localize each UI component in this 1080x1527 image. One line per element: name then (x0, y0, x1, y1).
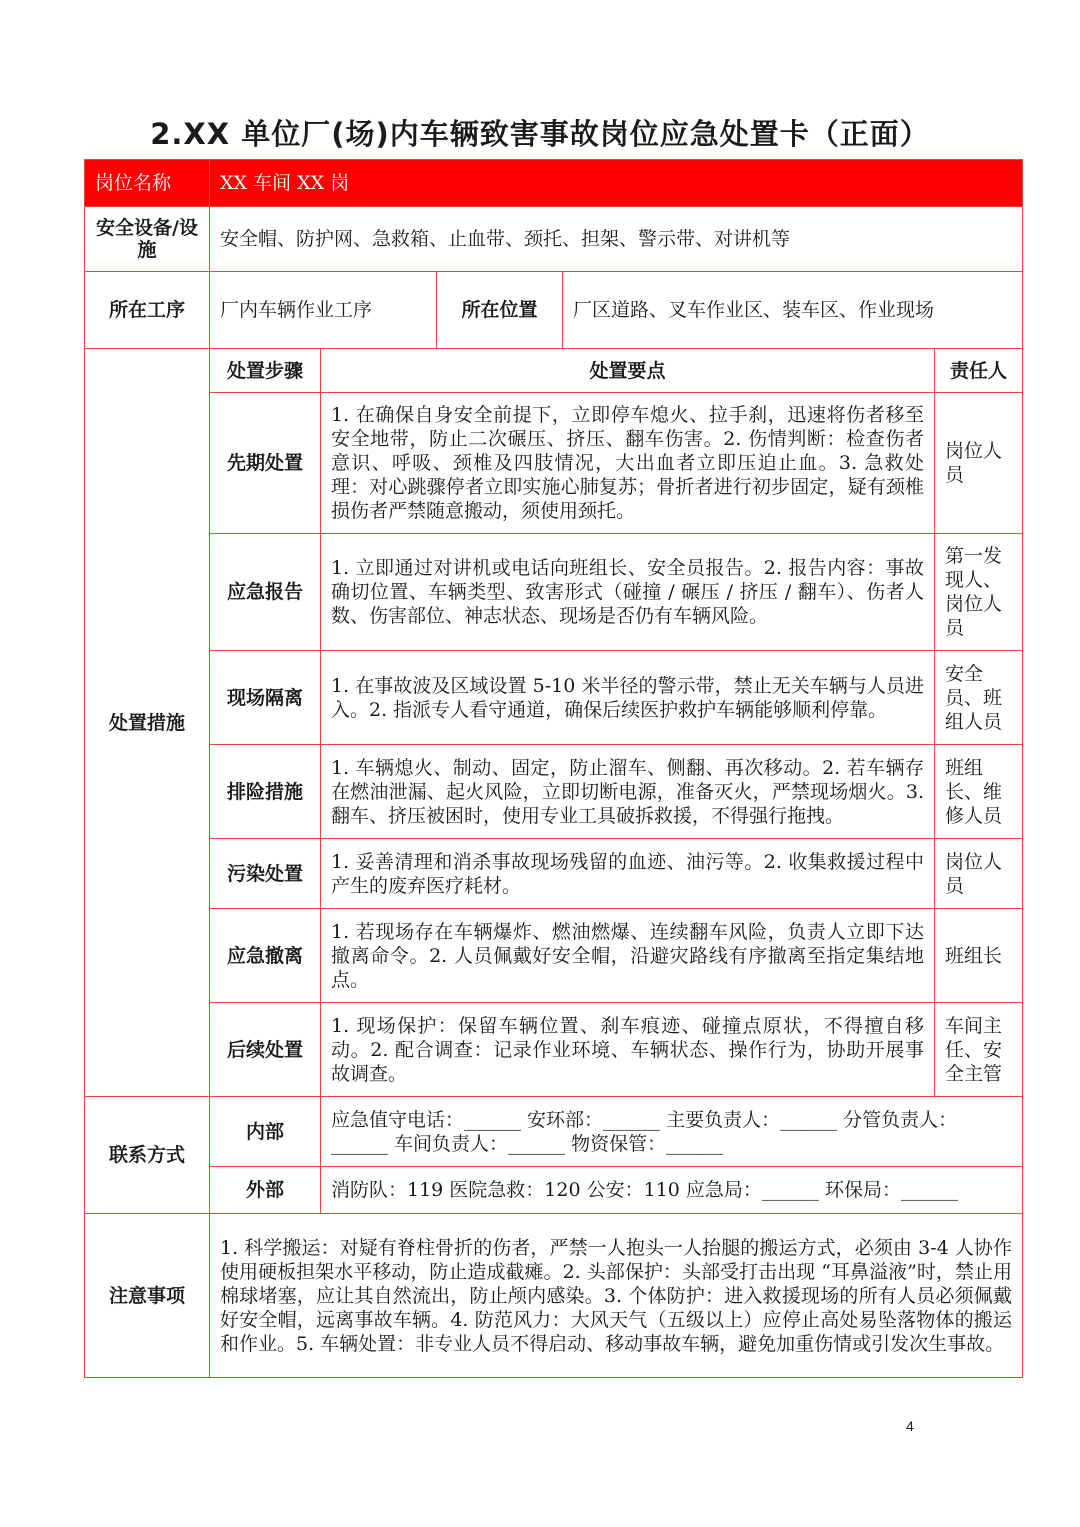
post-label: 岗位名称 (85, 160, 210, 207)
process-label: 所在工序 (85, 272, 210, 349)
step-responsible: 岗位人员 (935, 839, 1023, 909)
equipment-value: 安全帽、防护网、急救箱、止血带、颈托、担架、警示带、对讲机等 (210, 207, 1023, 272)
measures-label: 处置措施 (85, 349, 210, 1097)
step-responsible: 第一发现人、岗位人员 (935, 534, 1023, 651)
external-contacts: 消防队：119 医院急救：120 公安：110 应急局：______ 环保局：______ (321, 1167, 1023, 1214)
notes-row (85, 1214, 1023, 1378)
page-title: 2.XX 单位厂(场)内车辆致害事故岗位应急处置卡（正面） (150, 117, 930, 151)
emergency-card-table (84, 159, 1023, 1378)
internal-label: 内部 (210, 1097, 321, 1167)
location-value: 厂区道路、叉车作业区、装车区、作业现场 (563, 272, 1023, 349)
contact-external-row (85, 1167, 1023, 1214)
step-responsible: 班组长 (935, 909, 1023, 1003)
notes-label: 注意事项 (85, 1214, 210, 1378)
step-content: 1. 在确保自身安全前提下，立即停车熄火、拉手刹，迅速将伤者移至安全地带，防止二次碾压、挤压、翻车伤害。2. 伤情判断：检查伤者意识、呼吸、颈椎及四肢情况，大出血者立即压迫止血。3. 急救处理：对心跳骤停者立即实施心肺复苏；骨折者进行初步固定，疑有颈椎损伤者严禁随意搬动，须使用颈托。 (321, 393, 935, 534)
post-value: XX 车间 XX 岗 (210, 160, 1023, 207)
step-name: 应急报告 (210, 534, 321, 651)
contacts-label: 联系方式 (85, 1097, 210, 1214)
table-row (85, 839, 1023, 909)
notes-content: 1. 科学搬运：对疑有脊柱骨折的伤者，严禁一人抱头一人抬腿的搬运方式，必须由 3-4 人协作使用硬板担架水平移动，防止造成截瘫。2. 头部保护：头部受打击出现 “耳鼻溢液”时，禁止用棉球堵塞，应让其自然流出，防止颅内感染。3. 个体防护：进入救援现场的所有人员必须佩戴好安全帽，远离事故车辆。4. 防范风力：大风天气（五级以上）应停止高处易坠落物体的搬运和作业。5. 车辆处置：非专业人员不得启动、移动事故车辆，避免加重伤情或引发次生事故。 (210, 1214, 1023, 1378)
table-row (85, 393, 1023, 534)
equipment-row (85, 207, 1023, 272)
process-location-row (85, 272, 1023, 349)
table-row (85, 1003, 1023, 1097)
internal-contacts: 应急值守电话：______ 安环部：______ 主要负责人：______ 分管负责人：______ 车间负责人：______ 物资保管：______ (321, 1097, 1023, 1167)
step-content: 1. 立即通过对讲机或电话向班组长、安全员报告。2. 报告内容：事故确切位置、车辆类型、致害形式（碰撞 / 碾压 / 挤压 / 翻车）、伤者人数、伤害部位、神志状态、现场是否仍有车辆风险。 (321, 534, 935, 651)
page-number: 4 (906, 1418, 914, 1434)
step-content: 1. 若现场存在车辆爆炸、燃油燃爆、连续翻车风险，负责人立即下达撤离命令。2. 人员佩戴好安全帽，沿避灾路线有序撤离至指定集结地点。 (321, 909, 935, 1003)
step-responsible: 车间主任、安全主管 (935, 1003, 1023, 1097)
step-name: 应急撤离 (210, 909, 321, 1003)
table-row (85, 651, 1023, 745)
measures-header-row (85, 349, 1023, 393)
process-value: 厂内车辆作业工序 (210, 272, 437, 349)
step-name: 污染处置 (210, 839, 321, 909)
table-row (85, 534, 1023, 651)
step-name: 后续处置 (210, 1003, 321, 1097)
step-name: 先期处置 (210, 393, 321, 534)
col-point-header: 处置要点 (321, 349, 935, 393)
location-label: 所在位置 (437, 272, 563, 349)
step-name: 排险措施 (210, 745, 321, 839)
col-step-header: 处置步骤 (210, 349, 321, 393)
step-responsible: 岗位人员 (935, 393, 1023, 534)
table-row (85, 745, 1023, 839)
table-row (85, 909, 1023, 1003)
col-resp-header: 责任人 (935, 349, 1023, 393)
post-row (85, 160, 1023, 207)
step-content: 1. 在事故波及区域设置 5-10 米半径的警示带，禁止无关车辆与人员进入。2. 指派专人看守通道，确保后续医护救护车辆能够顺利停靠。 (321, 651, 935, 745)
step-name: 现场隔离 (210, 651, 321, 745)
contact-internal-row (85, 1097, 1023, 1167)
step-content: 1. 车辆熄火、制动、固定，防止溜车、侧翻、再次移动。2. 若车辆存在燃油泄漏、起火风险，立即切断电源，准备灭火，严禁现场烟火。3. 翻车、挤压被困时，使用专业工具破拆救援，不得强行拖拽。 (321, 745, 935, 839)
step-content: 1. 妥善清理和消杀事故现场残留的血迹、油污等。2. 收集救援过程中产生的废弃医疗耗材。 (321, 839, 935, 909)
step-content: 1. 现场保护：保留车辆位置、刹车痕迹、碰撞点原状，不得擅自移动。2. 配合调查：记录作业环境、车辆状态、操作行为，协助开展事故调查。 (321, 1003, 935, 1097)
equipment-label: 安全设备/设施 (85, 207, 210, 272)
external-label: 外部 (210, 1167, 321, 1214)
step-responsible: 班组长、维修人员 (935, 745, 1023, 839)
step-responsible: 安全员、班组人员 (935, 651, 1023, 745)
